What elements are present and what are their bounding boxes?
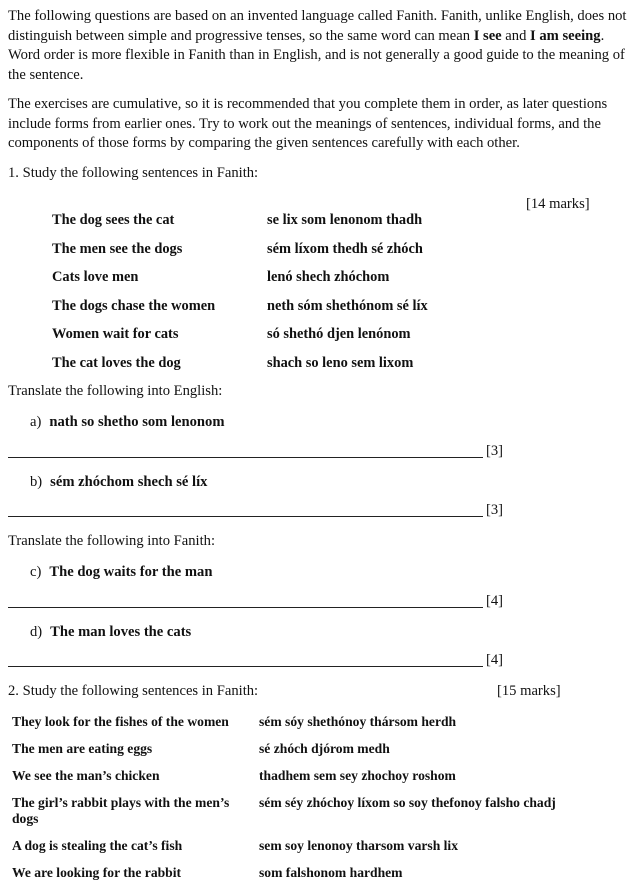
q1-fanith-sentence: sém líxom thedh sé zhóch <box>267 241 423 257</box>
q1-english-sentence: The dogs chase the women <box>52 298 216 314</box>
answer-line-d[interactable] <box>8 666 483 667</box>
q2-marks: [15 marks] <box>497 683 561 699</box>
answer-line-a[interactable] <box>8 457 483 458</box>
q1-fanith-sentence: lenó shech zhóchom <box>267 269 390 285</box>
intro-bold-i-see: I see <box>473 27 502 44</box>
item-label: c) <box>30 564 42 580</box>
q2-fanith-sentence: sem soy lenonoy tharsom varsh lix <box>259 838 459 853</box>
item-text: nath so shetho som lenonom <box>49 414 225 430</box>
q2-fanith-sentence: thadhem sem sey zhochoy roshom <box>259 768 456 783</box>
q2-fanith-sentence: som falshonom hardhem <box>259 865 403 880</box>
q1-english-sentence: Women wait for cats <box>52 326 179 342</box>
q1-fanith-sentence: shach so leno sem lixom <box>267 355 414 371</box>
q1-fanith-sentence: neth sóm shethónom sé líx <box>267 298 428 314</box>
q2-fanith-sentence: sé zhóch djórom medh <box>259 741 390 756</box>
answer-line-c[interactable] <box>8 607 483 608</box>
q1-item-c <box>30 564 212 581</box>
q1-english-sentence: The men see the dogs <box>52 241 183 257</box>
q1-to-fanith-instruction: Translate the following into Fanith: <box>8 533 216 549</box>
intro-paragraph-2: The exercises are cumulative, so it is recommended that you complete them in order, as later questions include forms from earlier ones. Try to work out the meanings of sentences, individual forms, and the components of those forms by comparing the given sentences carefully with each other. <box>8 96 608 151</box>
q1-marks: [14 marks] <box>526 196 590 212</box>
q1-english-sentence: The cat loves the dog <box>52 355 181 371</box>
item-b-marks: [3] <box>486 502 504 518</box>
answer-line-b[interactable] <box>8 516 483 517</box>
item-d-marks: [4] <box>486 652 504 668</box>
q2-fanith-sentence: sém séy zhóchoy líxom so soy thefonoy falsho chadj <box>259 795 556 810</box>
item-c-marks: [4] <box>486 593 504 609</box>
q2-english-sentence: The girl’s rabbit plays with the men’s dogs <box>12 795 230 826</box>
q1-item-b <box>30 474 207 491</box>
q1-fanith-sentence: se lix som lenonom thadh <box>267 212 423 228</box>
item-label: a) <box>30 414 42 430</box>
q1-heading: 1. Study the following sentences in Fanith: <box>8 165 259 181</box>
q2-english-sentence: The men are eating eggs <box>12 741 153 756</box>
q1-item-a <box>30 414 225 431</box>
q1-english-sentence: The dog sees the cat <box>52 212 175 228</box>
q1-english-sentence: Cats love men <box>52 269 139 285</box>
q2-english-sentence: We are looking for the rabbit <box>12 865 182 880</box>
q2-heading: 2. Study the following sentences in Fanith: <box>8 683 259 699</box>
item-label: d) <box>30 624 43 640</box>
intro-text-end: . Word order is more flexible in Fanith than in English, and is not generally a good guide to the meaning of the sentence. <box>8 27 625 83</box>
intro-text: The following questions are based on an invented language called Fanith. Fanith, unlike English, does not distinguish between simple and progressive tenses, so the same word can mean <box>8 8 627 44</box>
q2-fanith-sentence: sém sóy shethónoy thársom herdh <box>259 714 457 729</box>
q1-to-english-instruction: Translate the following into English: <box>8 383 223 399</box>
q1-item-d <box>30 624 191 641</box>
q1-fanith-sentence: só shethó djen lenónom <box>267 326 411 342</box>
item-label: b) <box>30 474 43 490</box>
intro-paragraph-1 <box>8 7 634 85</box>
item-text: The man loves the cats <box>50 624 192 640</box>
q2-english-sentence: A dog is stealing the cat’s fish <box>12 838 183 853</box>
item-text: sém zhóchom shech sé líx <box>50 474 208 490</box>
item-text: The dog waits for the man <box>49 564 213 580</box>
intro-text-and: and <box>501 27 531 44</box>
q2-english-sentence: They look for the fishes of the women <box>12 714 229 729</box>
intro-bold-i-am-seeing: I am seeing <box>530 27 601 44</box>
item-a-marks: [3] <box>486 443 504 459</box>
q2-english-sentence: We see the man’s chicken <box>12 768 160 783</box>
